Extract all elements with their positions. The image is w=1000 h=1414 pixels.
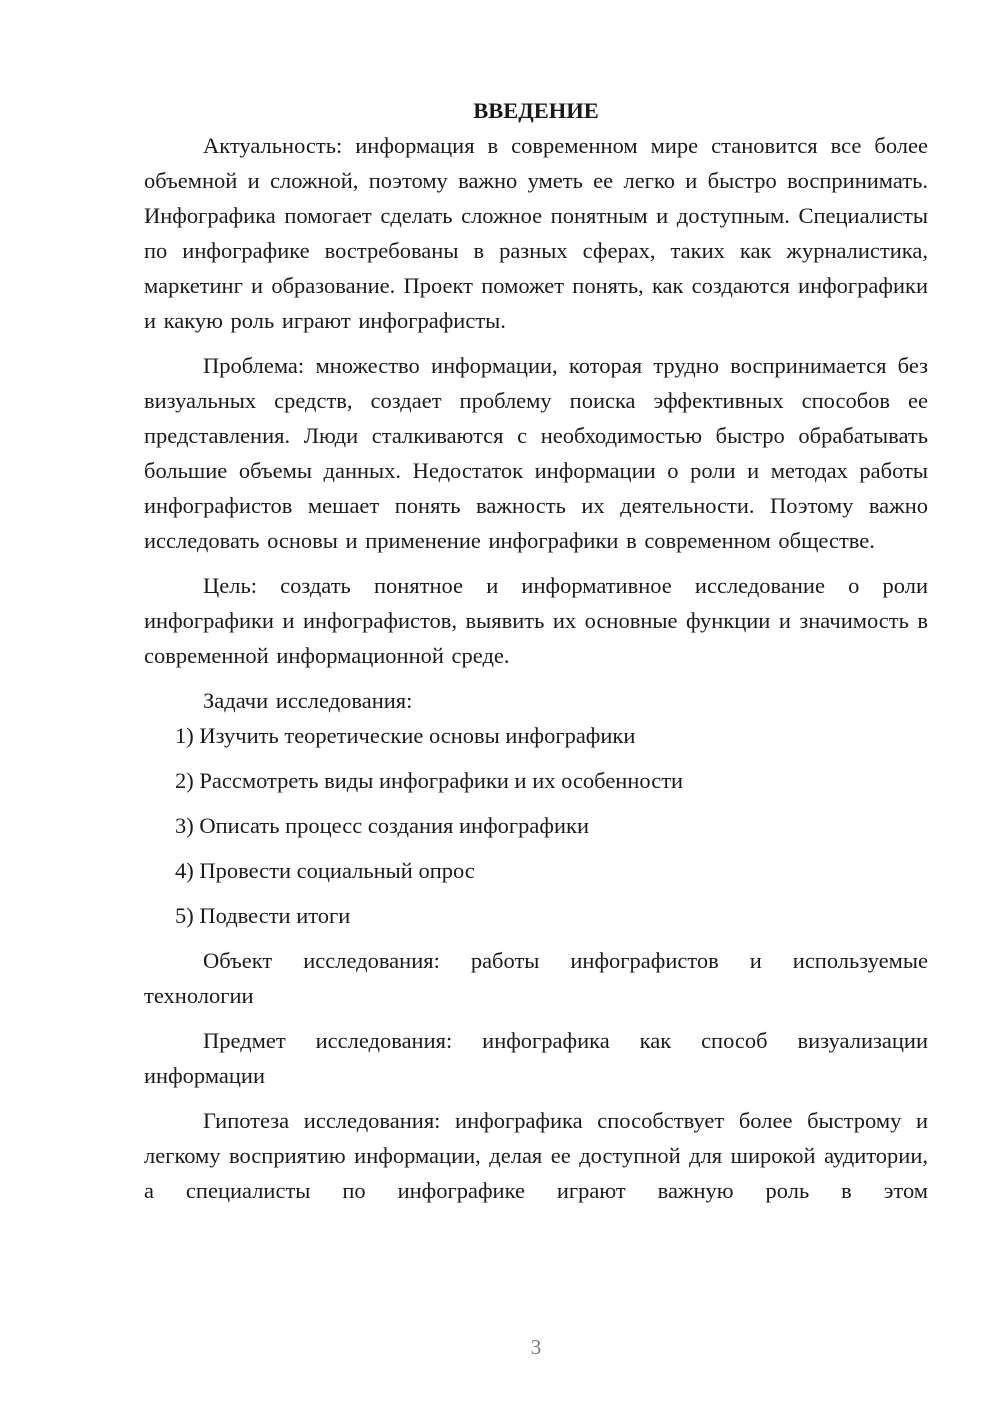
page-number: 3	[530, 1335, 542, 1359]
list-item: 5) Подвести итоги	[175, 903, 351, 928]
paragraph-hypothesis: Гипотеза исследования: инфографика способствует более быстрому и легкому восприятию информации, делая ее доступной для широкой аудитории, а специалисты по инфографике играют важную роль в этом	[144, 1108, 928, 1203]
paragraph-goal: Цель: создать понятное и информативное исследование о роли инфографики и инфографистов, выявить их основные функции и значимость в современной информационной среде.	[144, 573, 928, 668]
list-item: 4) Провести социальный опрос	[175, 858, 475, 883]
list-item: 1) Изучить теоретические основы инфографики	[175, 723, 636, 748]
tasks-heading: Задачи исследования:	[203, 688, 413, 713]
list-item: 3) Описать процесс создания инфографики	[175, 813, 589, 838]
page-content	[144, 93, 928, 1208]
list-item: 2) Рассмотреть виды инфографики и их особенности	[175, 768, 684, 793]
paragraph-problem: Проблема: множество информации, которая трудно воспринимается без визуальных средств, создает проблему поиска эффективных способов ее представления. Люди сталкиваются с необходимостью быстро обрабатывать большие объемы данных. Недостаток информации о роли и методах работы инфографистов мешает понять важность их деятельности. Поэтому важно исследовать основы и применение инфографики в современном обществе.	[144, 353, 928, 553]
tasks-list	[144, 718, 928, 933]
section-title: ВВЕДЕНИЕ	[473, 98, 599, 123]
paragraph-subject: Предмет исследования: инфографика как способ визуализации информации	[144, 1028, 928, 1088]
paragraph-relevance: Актуальность: информация в современном мире становится все более объемной и сложной, поэтому важно уметь ее легко и быстро воспринимать. Инфографика помогает сделать сложное понятным и доступным. Специалисты по инфографике востребованы в разных сферах, таких как журналистика, маркетинг и образование. Проект поможет понять, как создаются инфографики и какую роль играют инфографисты.	[144, 133, 928, 333]
paragraph-object: Объект исследования: работы инфографистов и используемые технологии	[144, 948, 928, 1008]
